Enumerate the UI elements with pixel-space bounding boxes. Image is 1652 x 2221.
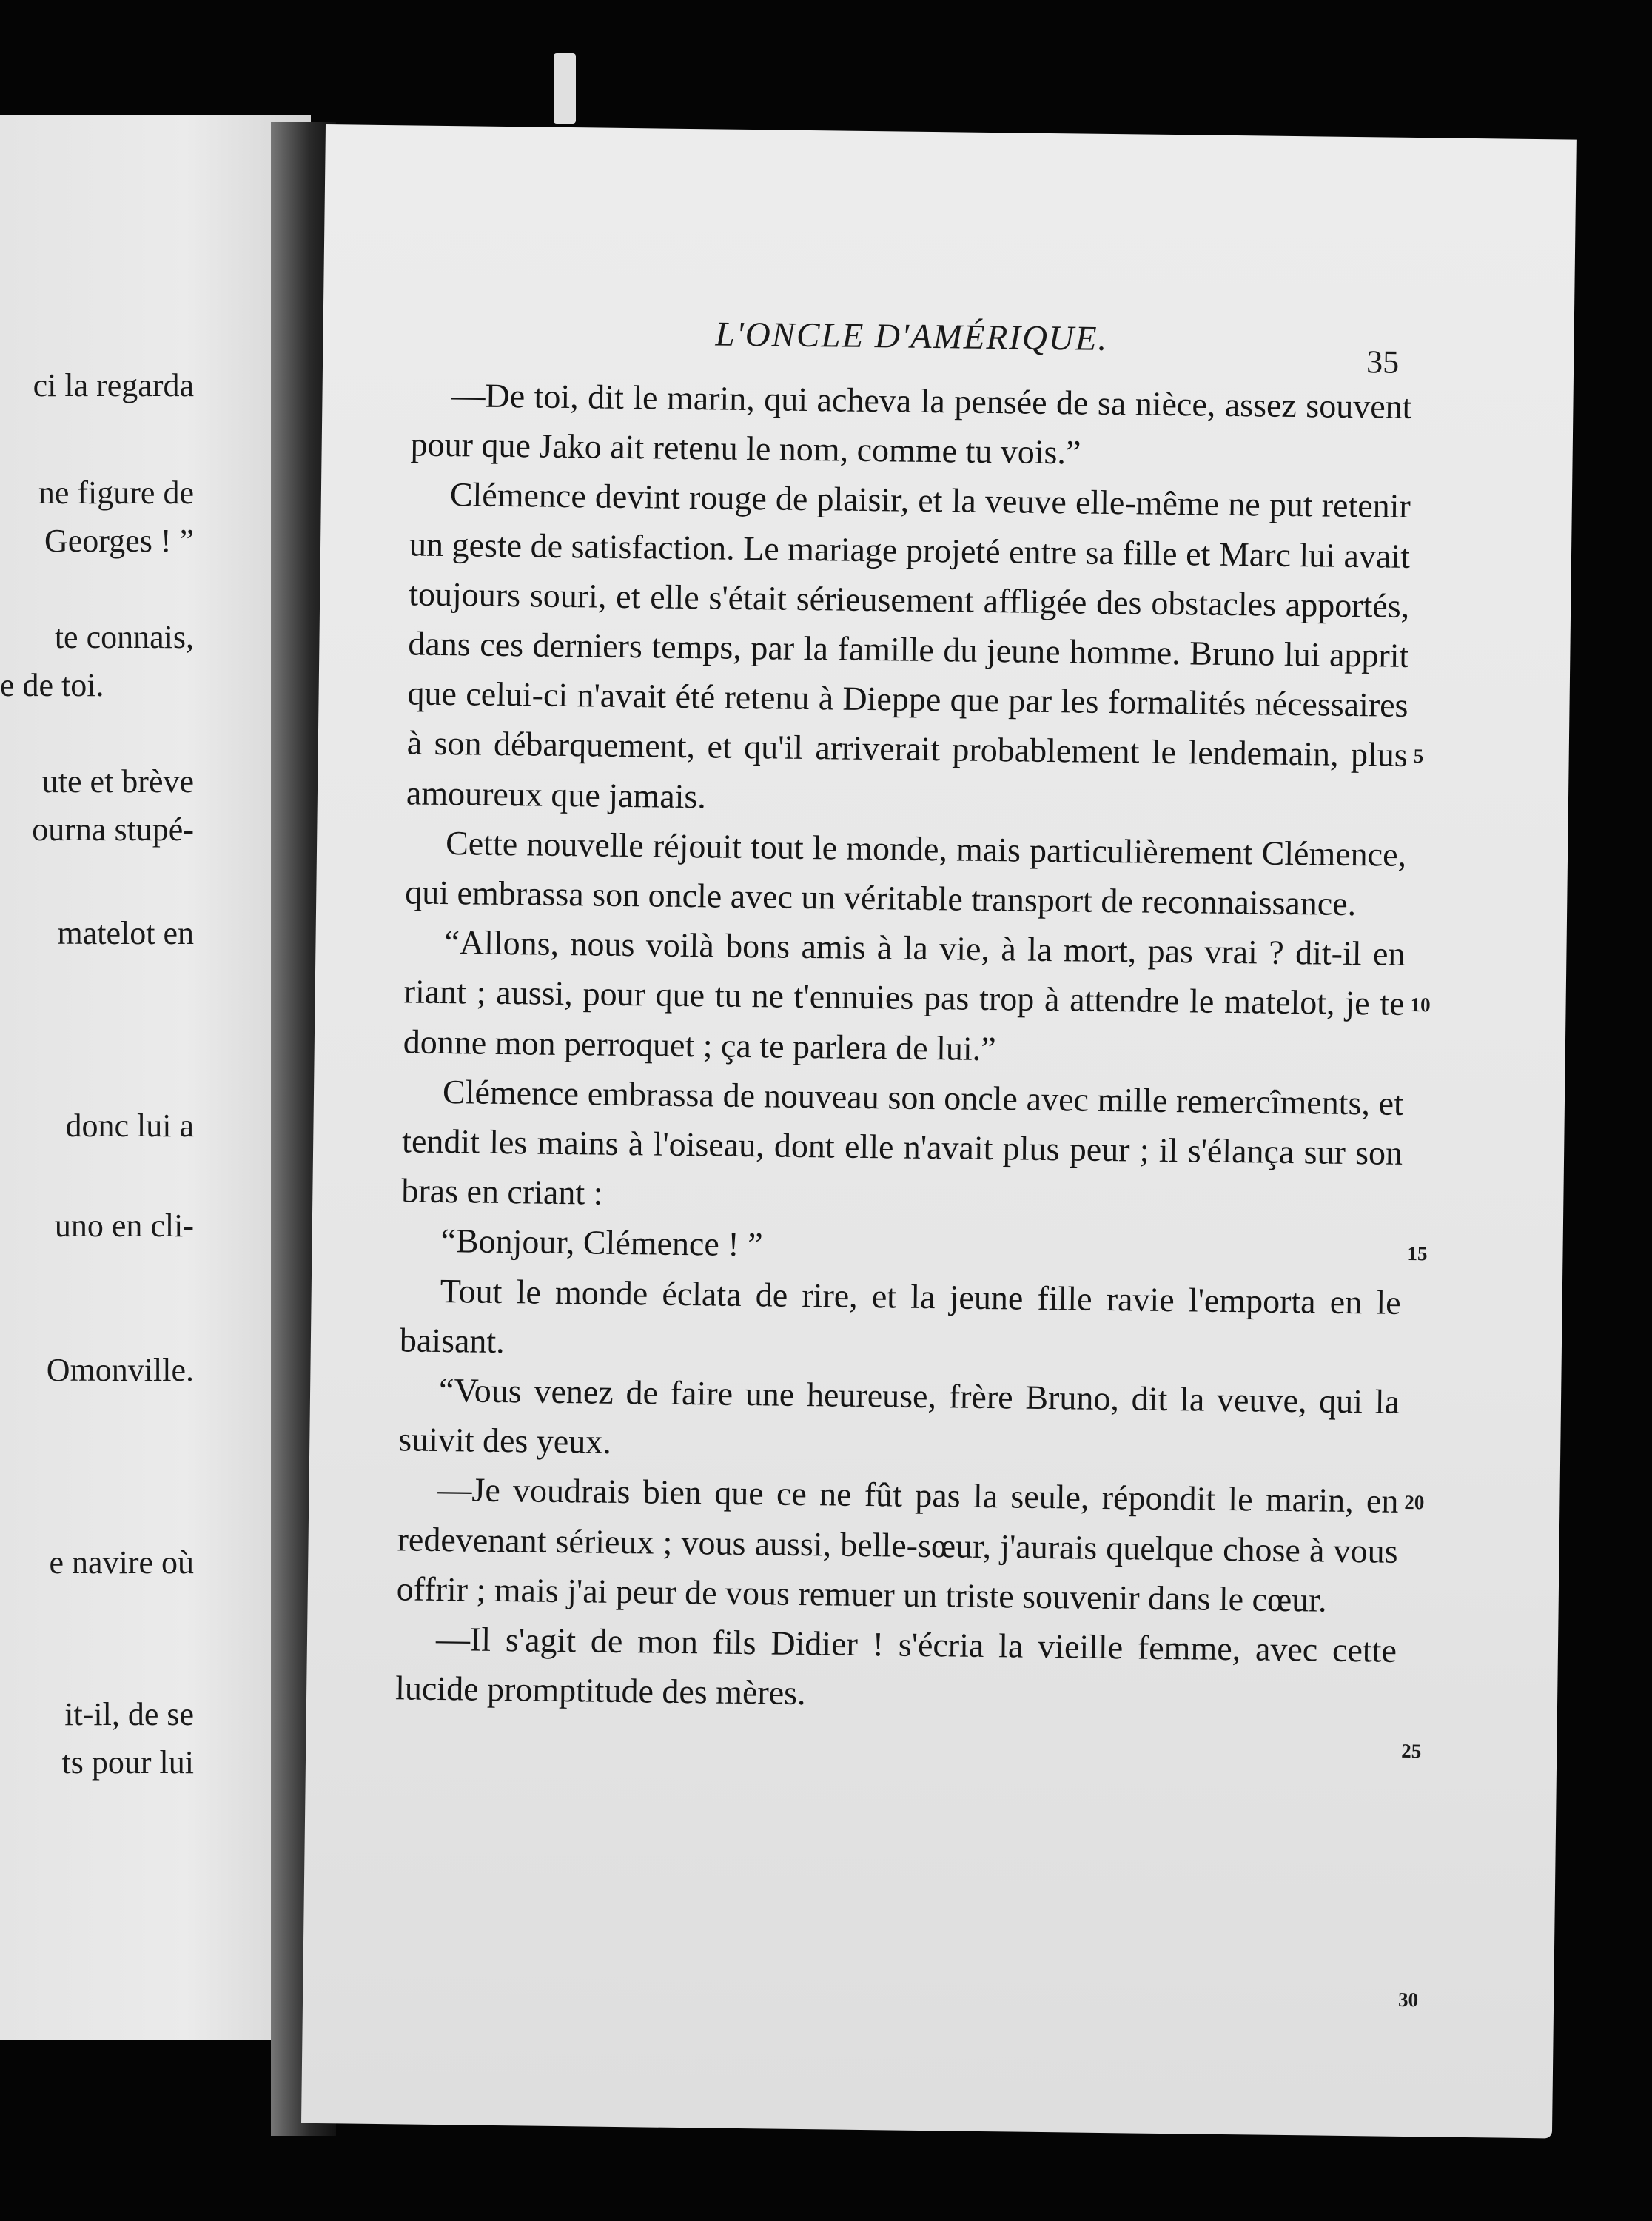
paragraph: “Allons, nous voilà bons amis à la vie, à la mort, pas vrai ? dit-il en riant ; aussi, pour que tu ne t'ennuies pas trop à attendre le matelot, je te donne mon perroquet ; ça te parlera de lui.” [403, 923, 1406, 1068]
left-page-line: e navire où [49, 1544, 194, 1581]
right-page [301, 124, 1577, 2138]
binding-mark [554, 53, 576, 124]
left-page-line: donc lui a [65, 1108, 194, 1144]
line-number: 25 [1401, 1739, 1422, 1763]
left-page-line: ci la regarda [33, 367, 194, 403]
paragraph: —Je voudrais bien que ce ne fût pas la seule, répondit le marin, en redevenant sérieux ; vous aussi, belle-sœur, j'aurais quelque chose à vous offrir ; mais j'ai peur de vous remuer un triste souvenir dans le cœur. [396, 1470, 1399, 1619]
paragraph: —Il s'agit de mon fils Didier ! s'écria la vieille femme, avec cette lucide promptitude des mères. [394, 1620, 1397, 1712]
line-number: 10 [1410, 993, 1431, 1016]
left-page-line: ourna stupé- [32, 811, 194, 848]
paragraph: Cette nouvelle réjouit tout le monde, mais particulièrement Clémence, qui embrassa son oncle avec un véritable transport de reconnaissance. [405, 823, 1407, 923]
line-number: 30 [1397, 1988, 1419, 2011]
running-head: L'ONCLE D'AMÉRIQUE. [715, 315, 1109, 358]
line-number: 5 [1413, 745, 1424, 768]
paragraph: Tout le monde éclata de rire, et la jeune fille ravie l'emporta en le baisant. [399, 1271, 1401, 1360]
paragraph: “Vous venez de faire une heureuse, frère Bruno, dit la veuve, qui la suivit des yeux. [397, 1371, 1400, 1461]
left-page [0, 115, 311, 2040]
paragraph: “Bonjour, Clémence ! ” [440, 1222, 763, 1264]
page-number: 35 [1366, 344, 1400, 381]
left-page-line: ts pour lui [61, 1744, 194, 1781]
left-page-line: ute et brève [41, 763, 194, 800]
paragraph: Clémence devint rouge de plaisir, et la veuve elle-même ne put retenir un geste de satisfaction. Le mariage projeté entre sa fille et Marc lui avait toujours souri, et elle s'était sérieusement affligée des obstacles apportés, dans ces derniers temps, par la famille du jeune homme. Bruno lui apprit que celui-ci n'avait été retenu à Dieppe que par les formalités nécessaires à son débarquement, et qu'il arriverait probablement le lendemain, plus amoureux que jamais. [406, 475, 1411, 815]
body-text [395, 369, 1412, 1725]
left-page-line: Georges ! ” [44, 523, 194, 559]
left-page-line: ne figure de [38, 475, 194, 511]
left-page-line: e de toi. [0, 667, 104, 703]
paragraph: —De toi, dit le marin, qui acheva la pensée de sa nièce, assez souvent pour que Jako ait retenu le nom, comme tu vois.” [410, 376, 1412, 472]
line-number: 20 [1404, 1490, 1425, 1514]
line-number: 15 [1407, 1242, 1428, 1265]
left-page-line: te connais, [54, 619, 194, 655]
left-page-line: it-il, de se [64, 1696, 194, 1732]
left-page-line: matelot en [57, 915, 194, 951]
paragraph: Clémence embrassa de nouveau son oncle avec mille remercîments, et tendit les mains à l'oiseau, dont elle n'avait plus peur ; il s'élança sur son bras en criant : [401, 1072, 1404, 1212]
left-page-line: uno en cli- [54, 1207, 194, 1244]
left-page-line: Omonville. [46, 1352, 194, 1388]
